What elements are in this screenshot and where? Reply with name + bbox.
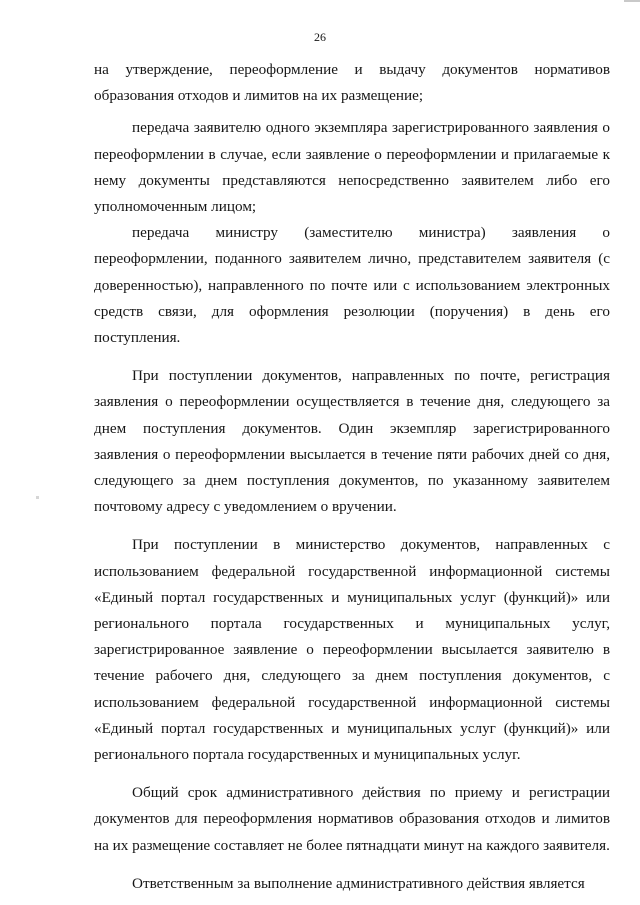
paragraph-responsible-party: Ответственным за выполнение административного действия является xyxy=(132,874,585,892)
paragraph-postal-registration: При поступлении документов, направленных по почте, регистрация заявления о переоформлении осуществляется в течение дня, следующего за днем поступления документов. Один экземпляр зарегистрированного заявления о переоформлении высылается в течение пяти рабочих дней со дня, следующего за днем поступления документов, по указанному заявителем почтовому адресу с уведомлением о вручении. xyxy=(94,367,610,516)
paragraph-continuation: на утверждение, переоформление и выдачу документов нормативов образования отходов и лимитов на их размещение; xyxy=(94,61,610,105)
document-body xyxy=(94,57,610,897)
paragraph-total-duration: Общий срок административного действия по приему и регистрации документов для переоформления нормативов образования отходов и лимитов на их размещение составляет не более пятнадцати минут на каждого заявителя. xyxy=(94,784,610,854)
page-number: 26 xyxy=(314,30,326,44)
paragraph-transfer-to-minister: передача министру (заместителю министра) заявления о переоформлении, поданного заявителем лично, представителем заявителя (с доверенностью), направленного по почте или с использованием электронных средств связи, для оформления резолюции (поручения) в день его поступления. xyxy=(94,224,610,347)
paragraph-transfer-copy: передача заявителю одного экземпляра зарегистрированного заявления о переоформлении в случае, если заявление о переоформлении и прилагаемые к нему документы представляются непосредственно заявителем либо его уполномоченным лицом; xyxy=(94,119,610,216)
scan-margin-speck xyxy=(36,496,39,499)
scan-corner-mark xyxy=(624,0,640,2)
paragraph-electronic-registration: При поступлении в министерство документов, направленных с использованием федеральной государственной информационной системы «Единый портал государственных и муниципальных услуг (функций)» или регионального портала государственных и муниципальных услуг, зарегистрированное заявление о переоформлении высылается заявителю в течение рабочего дня, следующего за днем поступления документов, с использованием федеральной государственной информационной системы «Единый портал государственных и муниципальных услуг (функций)» или регионального портала государственных и муниципальных услуг. xyxy=(94,536,610,764)
